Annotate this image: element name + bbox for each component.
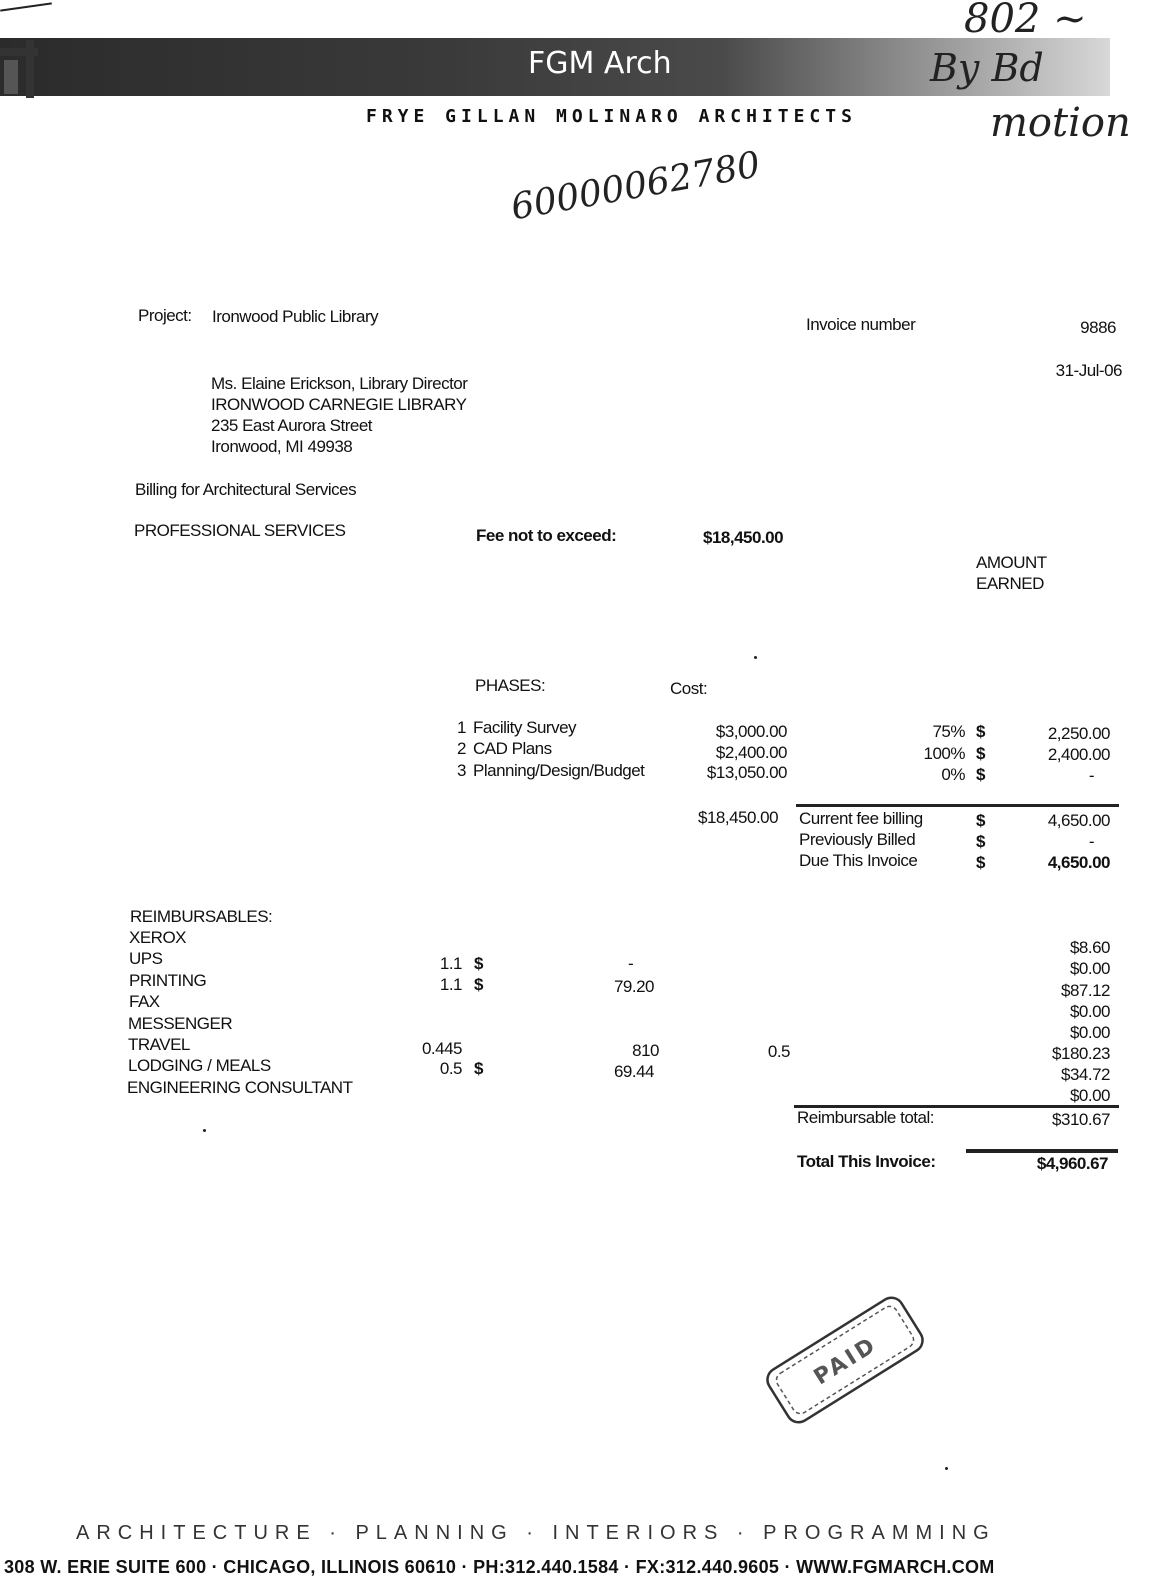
phases-total: $18,450.00 xyxy=(698,808,779,827)
phase-number: 1 xyxy=(457,718,466,737)
reimbursable-multiplier: 0.445 xyxy=(421,1039,462,1058)
phase-earned: - xyxy=(1088,766,1094,785)
reimbursable-base: 810 xyxy=(632,1041,659,1060)
handwritten-number: 802 ~ xyxy=(964,0,1087,42)
summary-value-due: 4,650.00 xyxy=(1047,853,1110,872)
reimbursable-amount: $0.00 xyxy=(1069,959,1110,978)
pen-mark xyxy=(0,2,52,11)
reimbursable-dollar-sign: $ xyxy=(474,975,483,994)
fee-label: Fee not to exceed: xyxy=(476,526,617,545)
summary-dollar-sign: $ xyxy=(976,811,985,830)
handwritten-note-line2: motion xyxy=(990,100,1131,146)
project-label: Project: xyxy=(138,306,192,325)
footer-services: ARCHITECTURE · PLANNING · INTERIORS · PROGRAMMING xyxy=(76,1522,996,1544)
reimbursable-base: - xyxy=(628,954,634,973)
handwritten-account-number: 60000062780 xyxy=(508,144,764,229)
paid-stamp-icon xyxy=(755,1290,935,1430)
phase-number: 3 xyxy=(457,761,466,780)
phase-earned: 2,250.00 xyxy=(1047,724,1110,743)
invoice-number: 9886 xyxy=(1080,318,1116,337)
summary-rule xyxy=(796,804,1119,807)
summary-value: - xyxy=(1088,832,1094,851)
phase-name: Facility Survey xyxy=(473,718,577,737)
stamp-text: PAID xyxy=(809,1332,882,1391)
phase-percent: 75% xyxy=(932,722,965,741)
reimbursable-multiplier: 0.5 xyxy=(439,1059,462,1078)
phase-cost: $2,400.00 xyxy=(715,743,787,762)
reimbursable-amount: $0.00 xyxy=(1069,1086,1110,1105)
reimbursable-multiplier: 1.1 xyxy=(439,954,462,973)
reimbursable-amount: $8.60 xyxy=(1069,938,1110,957)
reimbursable-name: TRAVEL xyxy=(128,1035,190,1054)
phase-percent: 0% xyxy=(941,765,965,784)
reimbursable-name: ENGINEERING CONSULTANT xyxy=(127,1078,353,1097)
summary-value: 4,650.00 xyxy=(1047,811,1110,830)
reimbursable-amount: $180.23 xyxy=(1052,1044,1110,1063)
speck xyxy=(754,656,757,659)
reimbursable-amount: $34.72 xyxy=(1061,1065,1110,1084)
phase-earned: 2,400.00 xyxy=(1047,745,1110,764)
recipient-line: IRONWOOD CARNEGIE LIBRARY xyxy=(211,395,467,414)
professional-services-heading: PROFESSIONAL SERVICES xyxy=(134,521,346,540)
phase-name: CAD Plans xyxy=(473,739,552,758)
project-name: Ironwood Public Library xyxy=(212,307,379,326)
summary-label: Current fee billing xyxy=(799,809,923,828)
reimbursables-heading: REIMBURSABLES: xyxy=(130,907,273,926)
summary-dollar-sign: $ xyxy=(976,853,985,872)
recipient-line: Ironwood, MI 49938 xyxy=(211,437,353,456)
reimbursable-name: PRINTING xyxy=(129,971,207,990)
reimbursable-name: UPS xyxy=(129,949,163,968)
reimbursable-dollar-sign: $ xyxy=(474,1059,483,1078)
phase-name: Planning/Design/Budget xyxy=(473,761,645,780)
cost-label: Cost: xyxy=(670,679,708,698)
invoice-number-label: Invoice number xyxy=(806,315,916,334)
firm-name: FRYE GILLAN MOLINARO ARCHITECTS xyxy=(366,106,857,127)
footer-address: 308 W. ERIE SUITE 600 · CHICAGO, ILLINOIS 60610 · PH:312.440.1584 · FX:312.440.9605 · WWW.FGMARCH.COM xyxy=(4,1557,995,1577)
reimbursable-total-value: $310.67 xyxy=(1052,1110,1110,1129)
reimbursable-amount: $0.00 xyxy=(1069,1002,1110,1021)
amount-earned-heading: EARNED xyxy=(976,574,1044,593)
grand-total-label: Total This Invoice: xyxy=(797,1152,936,1171)
phases-label: PHASES: xyxy=(475,676,546,695)
phase-dollar-sign: $ xyxy=(976,765,985,784)
grand-total-rule xyxy=(966,1149,1118,1153)
handwritten-note-line1: By Bd xyxy=(930,46,1044,90)
reimbursable-base: 69.44 xyxy=(613,1062,654,1081)
reimbursable-name: XEROX xyxy=(129,928,187,947)
phase-dollar-sign: $ xyxy=(976,744,985,763)
speck xyxy=(203,1129,206,1132)
reimbursable-base: 79.20 xyxy=(613,977,654,996)
reimbursable-extra: 0.5 xyxy=(767,1042,790,1061)
reimbursable-name: LODGING / MEALS xyxy=(128,1056,271,1075)
summary-dollar-sign: $ xyxy=(976,832,985,851)
reimbursable-amount: $0.00 xyxy=(1069,1023,1110,1042)
reimbursable-amount: $87.12 xyxy=(1061,981,1110,1000)
recipient-line: Ms. Elaine Erickson, Library Director xyxy=(211,374,468,393)
amount-earned-heading: AMOUNT xyxy=(976,553,1047,572)
reimbursable-name: MESSENGER xyxy=(128,1014,233,1033)
logo-text: FGM Arch xyxy=(528,46,672,81)
logo-mark-icon xyxy=(0,30,42,100)
phase-dollar-sign: $ xyxy=(976,722,985,741)
phase-percent: 100% xyxy=(923,744,965,763)
billing-for: Billing for Architectural Services xyxy=(135,480,357,499)
fee-value: $18,450.00 xyxy=(703,528,784,547)
reimbursable-dollar-sign: $ xyxy=(474,954,483,973)
summary-label: Due This Invoice xyxy=(799,851,918,870)
speck xyxy=(945,1467,948,1470)
reimbursable-total-label: Reimbursable total: xyxy=(797,1108,934,1127)
phase-number: 2 xyxy=(457,739,466,758)
invoice-date: 31-Jul-06 xyxy=(1055,361,1122,380)
phase-cost: $13,050.00 xyxy=(706,763,787,782)
phase-cost: $3,000.00 xyxy=(715,722,787,741)
summary-label: Previously Billed xyxy=(799,830,916,849)
recipient-line: 235 East Aurora Street xyxy=(211,416,372,435)
reimbursable-multiplier: 1.1 xyxy=(439,975,462,994)
grand-total-value: $4,960.67 xyxy=(1036,1154,1108,1173)
reimbursable-name: FAX xyxy=(129,992,160,1011)
